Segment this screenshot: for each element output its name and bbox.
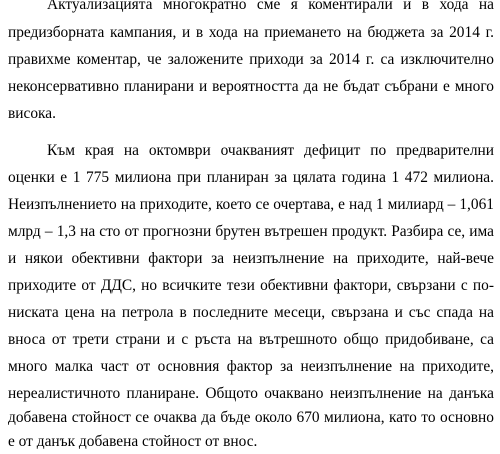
text-line: вноса от трети страни и с ръста на вътрешното общо придобиване, са xyxy=(8,331,494,348)
text-line: Актуализацията многократно сме я коментирали и в хода на xyxy=(47,0,494,13)
text-line: правихме коментар, че заложените приходи за 2014 г. са изключително xyxy=(8,51,494,68)
text-line: неконсервативно планирани и вероятността да не бъдат събрани е много xyxy=(8,78,494,95)
text-line: нереалистичното планиране. Общото очаквано неизпълнение на данъка xyxy=(8,385,494,402)
text-line: е от данък добавена стойност от внос. xyxy=(8,433,258,450)
text-line: приходите от ДДС, но всичките тези обективни фактори, свързани с по- xyxy=(8,277,494,294)
text-line: предизборната кампания, и в хода на приемането на бюджета за 2014 г. xyxy=(8,24,494,41)
text-line: оценки е 1 775 милиона при планиран за цялата година 1 472 милиона. xyxy=(8,169,494,186)
text-line: и някои обективни фактори за неизпълнение на приходите, най-вече xyxy=(8,250,494,267)
text-line: млрд – 1,3 на сто от прогнозни брутен вътрешен продукт. Разбира се, има xyxy=(8,223,494,240)
text-line: много малка част от основния фактор за неизпълнение на приходите, xyxy=(8,358,494,375)
text-line: висока. xyxy=(8,105,56,122)
text-line: Неизпълнението на приходите, което се очертава, е над 1 милиард – 1,061 xyxy=(8,196,494,213)
text-line: добавена стойност се очаква да бъде около 670 милиона, като то основно xyxy=(8,409,494,426)
text-line: ниската цена на петрола в последните месеци, свързана и със спада на xyxy=(8,304,494,321)
text-line: Към края на октомври очакваният дефицит по предварителни xyxy=(47,142,494,159)
